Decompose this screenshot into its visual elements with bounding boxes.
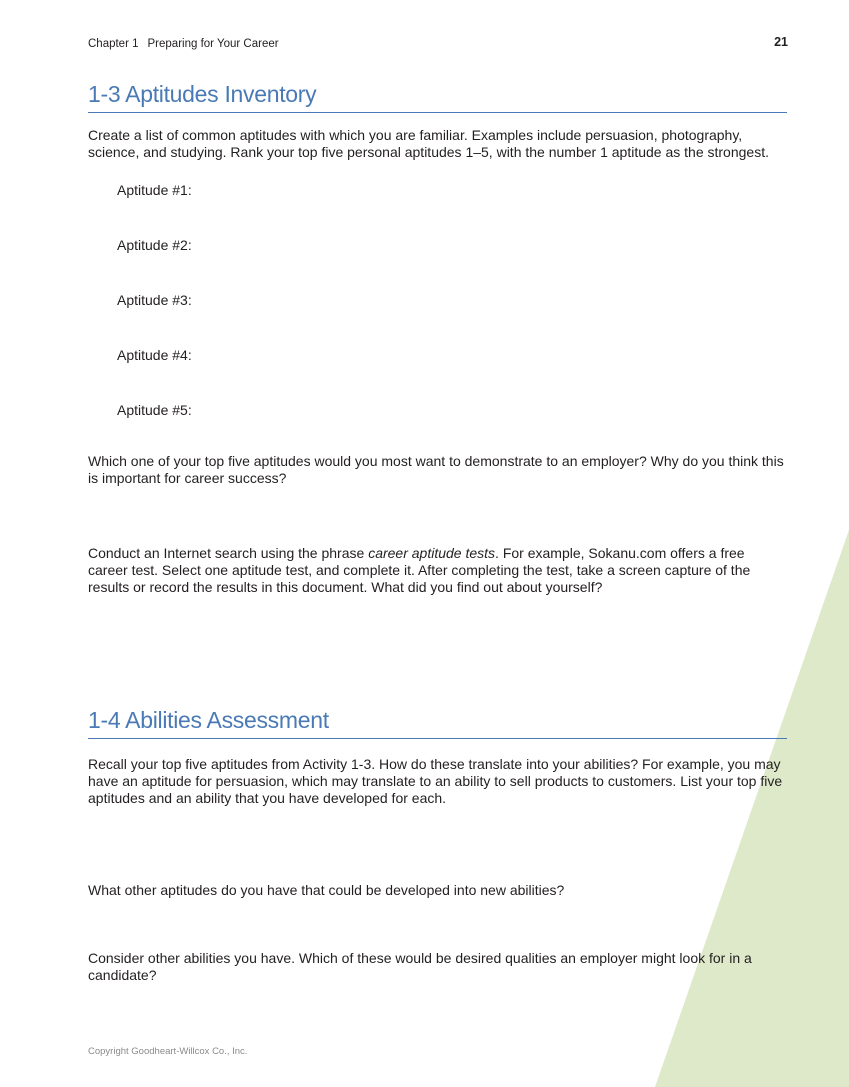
page-number: 21 [774, 35, 788, 49]
aptitude-test-question [88, 545, 788, 596]
employer-qualities-question: Consider other abilities you have. Which of these would be desired qualities an employer might look for in a candidate? [88, 950, 752, 983]
aptitude-4-prompt: Aptitude #4: [117, 347, 192, 363]
q2-text-after: . For example, Sokanu.com offers a free career test. Select one aptitude test, and complete it. After completing the test, take a screen capture of the results or record the results in this document. What did you find out about yourself? [88, 545, 751, 595]
other-aptitudes-question: What other aptitudes do you have that could be developed into new abilities? [88, 882, 565, 898]
section-title-abilities: 1-4 Abilities Assessment [88, 706, 787, 739]
aptitude-employer-question: Which one of your top five aptitudes would you most want to demonstrate to an employer? Why do you think this is important for career success? [88, 453, 784, 486]
q2-text-before: Conduct an Internet search using the phrase [88, 545, 369, 561]
aptitude-2-prompt: Aptitude #2: [117, 237, 192, 253]
copyright-footer: Copyright Goodheart-Willcox Co., Inc. [88, 1046, 248, 1057]
aptitude-1-prompt: Aptitude #1: [117, 182, 192, 198]
aptitude-5-prompt: Aptitude #5: [117, 402, 192, 418]
q2-italic-phrase: career aptitude tests [368, 545, 496, 561]
chapter-title: Preparing for Your Career [147, 38, 279, 50]
running-header [88, 38, 279, 50]
abilities-intro: Recall your top five aptitudes from Activity 1-3. How do these translate into your abilities? For example, you may have an aptitude for persuasion, which may translate to an ability to sell products to customers. List your top five aptitudes and an ability that you have developed for each. [88, 756, 783, 806]
chapter-label: Chapter 1 [88, 38, 139, 50]
section-title-aptitudes: 1-3 Aptitudes Inventory [88, 80, 787, 113]
aptitudes-intro: Create a list of common aptitudes with which you are familiar. Examples include persuasion, photography, science, and studying. Rank your top five personal aptitudes 1–5, with the number 1 aptitude as the strongest. [88, 127, 769, 160]
aptitude-3-prompt: Aptitude #3: [117, 292, 192, 308]
